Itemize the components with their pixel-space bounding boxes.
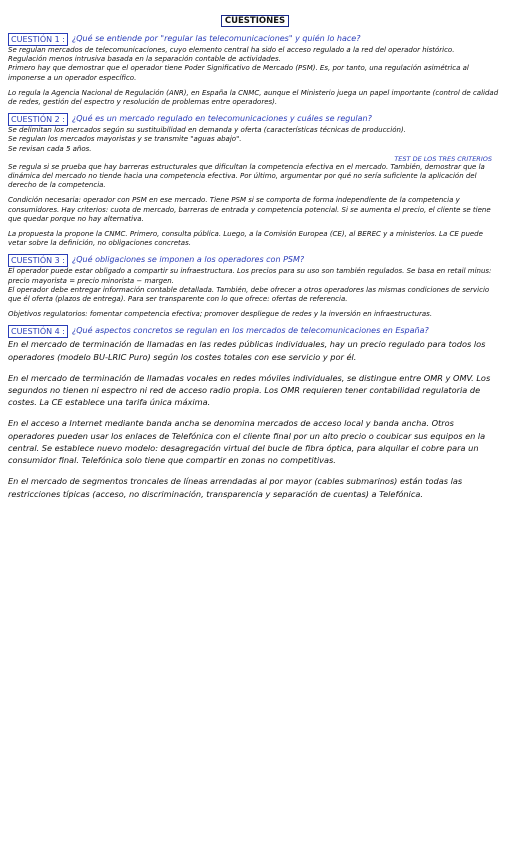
- title-wrap: [8, 8, 502, 27]
- q1-paragraph-3: Primero hay que demostrar que el operador tiene Poder Significativo de Mercado (PSM). Es, por tanto, una regulación asimétrica al imponerse a un operador específico.: [8, 64, 469, 82]
- question-1-header: [8, 33, 502, 46]
- question-1-section: [8, 33, 502, 107]
- q4-paragraph-3: En el acceso a Internet mediante banda ancha se denomina mercados de acceso local y banda ancha. Otros operadores pueden usar los enlaces de Telefónica con el cliente final por un alto precio o coubicar sus equipos en la central. Se establece nuevo modelo: desagregación virtual del bucle de fibra óptica, para alquilar el cobre para un consumidor final. Telefónica solo tiene que compartir en zonas no competitivas.: [8, 418, 486, 466]
- question-2-header: [8, 113, 502, 126]
- q1-paragraph-2: Regulación menos intrusiva basada en la separación contable de actividades.: [8, 55, 281, 64]
- question-3-header: [8, 254, 502, 267]
- q2-paragraph-2: Se regulan los mercados mayoristas y se transmite "aguas abajo".: [8, 135, 242, 144]
- question-2-section: [8, 113, 502, 248]
- q2-paragraph-6: La propuesta la propone la CNMC. Primero, consulta pública. Luego, a la Comisión Europea (CE), al BEREC y a ministerios. La CE puede vetar sobre la definición, no obligaciones concretas.: [8, 230, 483, 248]
- question-4-header: [8, 325, 502, 338]
- q4-paragraph-1: En el mercado de terminación de llamadas en las redes públicas individuales, hay un precio regulado para todos los operadores (modelo BU-LRIC Puro) según los costes totales con ese servicio y por él.: [8, 339, 486, 362]
- question-1-text: ¿Qué se entiende por "regular las telecomunicaciones" y quién lo hace?: [71, 34, 361, 43]
- q2-paragraph-1: Se delimitan los mercados según su sustituibilidad en demanda y oferta (características técnicas de producción).: [8, 126, 406, 135]
- q1-paragraph-4: Lo regula la Agencia Nacional de Regulación (ANR), en España la CNMC, aunque el Ministerio juega un papel importante (control de calidad de redes, gestión del espectro y resolución de problemas entre operadores).: [8, 88, 499, 107]
- question-3-label: CUESTIÓN 3 :: [8, 254, 68, 267]
- q1-paragraph-1: Se regulan mercados de telecomunicaciones, cuyo elemento central ha sido el acceso regulado a la red del operador histórico.: [8, 46, 455, 54]
- q2-margin-note: TEST DE LOS TRES CRITERIOS: [394, 154, 492, 163]
- question-1-label: CUESTIÓN 1 :: [8, 33, 68, 46]
- q4-paragraph-4: En el mercado de segmentos troncales de líneas arrendadas al por mayor (cables submarinos) están todas las restricciones típicas (acceso, no discriminación, transparencia y separación de cuentas) a Telefónica.: [8, 476, 463, 499]
- question-2-label: CUESTIÓN 2 :: [8, 113, 68, 126]
- question-3-text: ¿Qué obligaciones se imponen a los operadores con PSM?: [71, 255, 305, 265]
- q3-paragraph-3: Objetivos regulatorios: fomentar competencia efectiva; promover despliegue de redes y la inversión en infraestructuras.: [8, 310, 433, 319]
- question-3-section: [8, 254, 502, 319]
- q3-paragraph-2: El operador debe entregar información contable detallada. También, debe ofrecer a otros operadores las mismas condiciones de servicio que él oferta (plazos de entrega). Para ser transparente con lo que ofrece: ofertas de referencia.: [8, 285, 490, 304]
- q2-paragraph-3: Se revisan cada 5 años.: [8, 144, 92, 153]
- q4-paragraph-2: En el mercado de terminación de llamadas vocales en redes móviles individuales, se distingue entre OMR y OMV. Los segundos no tienen ni espectro ni red de acceso radio propia. Los OMR requieren tener contabilidad regulatoria de costes. La CE establece una tarifa única máxima.: [8, 372, 491, 408]
- question-4-text: ¿Qué aspectos concretos se regulan en los mercados de telecomunicaciones en España?: [71, 326, 429, 336]
- question-4-label: CUESTIÓN 4 :: [8, 325, 68, 338]
- q2-paragraph-5: Condición necesaria: operador con PSM en ese mercado. Tiene PSM si se comporta de forma independiente de la competencia y consumidores. Hay criterios: cuota de mercado, barreras de entrada y competencia potencial. Si se aumenta el precio, el cliente se tiene que quedar porque no hay alternativa.: [8, 196, 491, 223]
- question-2-text: ¿Qué es un mercado regulado en telecomunicaciones y cuáles se regulan?: [71, 114, 372, 124]
- q3-paragraph-1: El operador puede estar obligado a compartir su infraestructura. Los precios para su uso son también regulados. Se basa en retail minus: precio mayorista = precio minorista − margen.: [8, 267, 492, 285]
- page-title: CUESTIONES: [221, 15, 289, 27]
- q2-paragraph-4: Se regula si se prueba que hay barreras estructurales que dificultan la competencia efectiva en el mercado. También, demostrar que la dinámica del mercado no tiende hacia una competencia efectiva. Por último, argumentar por qué no sería suficiente la aplicación del derecho de la competencia.: [8, 162, 485, 190]
- question-4-section: [8, 325, 502, 499]
